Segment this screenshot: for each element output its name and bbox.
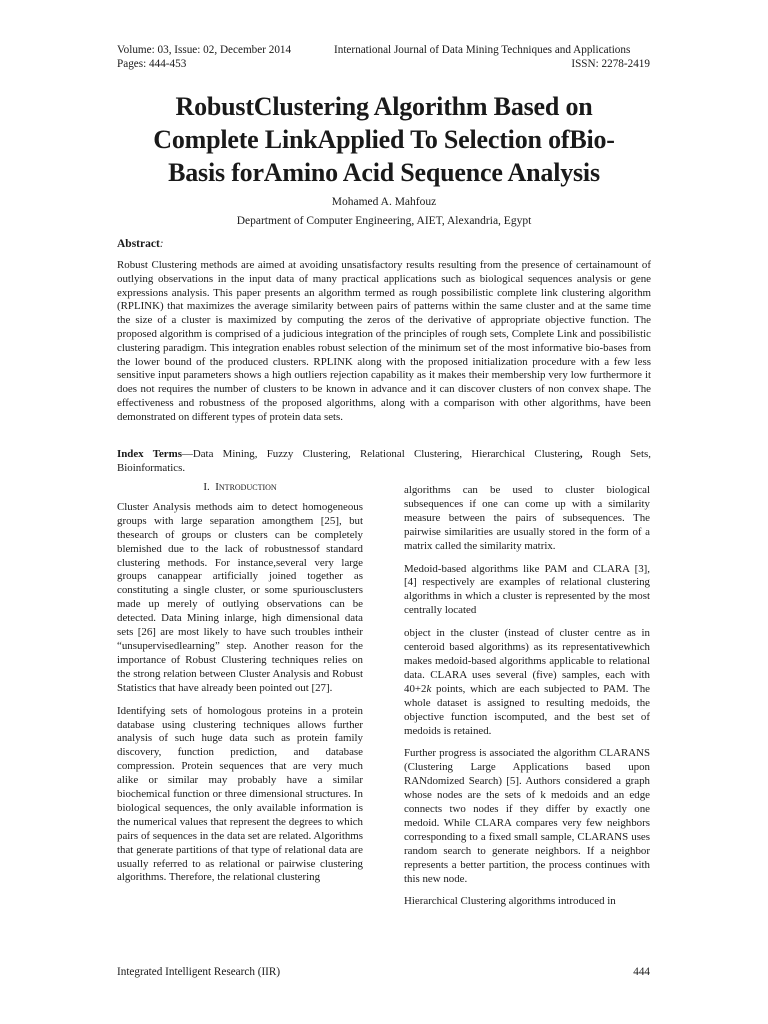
abstract-body: Robust Clustering methods are aimed at avoiding unsatisfactory results resulting from the presence of certainamount of outlying observations in the input data of many practical applications such as biological sequences analysis or gene expressions analysis. This paper presents an algorithm termed as rough possibilistic complete link clustering algorithm (RPLINK) that maximizes the average similarity between pairs of patterns within the same cluster and at the same time the size of a cluster is maximized by computing the zeros of the derivative of appropriate objective function. The proposed algorithm is comprised of a judicious integration of the principles of rough sets, Complete Link and possibilistic clustering paradigm. This integration enables robust selection of the minimum set of the most informative bio-bases from the lower bound of the produced clusters. RPLINK along with the proposed initialization procedure with a few less sensitive input parameters shows a high outliers rejection capability as it makes their membership very low furthermore it does not requires the number of clusters to be known in advance and it can discover clusters of non convex shape. The effectiveness and robustness of the proposed algorithms, along with a comparison with other algorithms, have been demonstrated on different types of protein data sets.: [117, 259, 651, 423]
running-header-right: [334, 43, 650, 71]
abstract-label: Abstract: [117, 238, 160, 250]
paper-title: [110, 90, 658, 189]
footer-publisher: Integrated Intelligent Research (IIR): [117, 966, 281, 978]
paragraph-text: points, which are each subjected to PAM. The whole dataset is assigned to resulting medoids, the objective function iscomputed, and the best set of medoids is retained.: [404, 682, 650, 737]
right-column: [404, 484, 650, 918]
paragraph: Further progress is associated the algorithm CLARANS (Clustering Large Applications based upon RANdomized Search) [5]. Authors considered a graph whose nodes are the sets of k medoids and an edge connects two nodes if they differ by exactly one medoid. While CLARA compares very few neighbors corresponding to a fixed small sample, CLARANS uses random search to generate neighbors. If a neighbor represents a better partition, the process continues with this new node.: [404, 747, 650, 885]
paragraph: Cluster Analysis methods aim to detect homogeneous groups with large separation amongthem [25], but thesearch of groups or clusters can be completely blemished due to the lack of robustnessof standard clustering methods. For instance,several very large groups canappear artificially joined together as constituting a single cluster, or some spuriousclusters made up merely of outlying observations can be detected. Data Mining inlarge, high dimensional data sets [26] are most likely to have such troubles intheir “unsupervisedlearning” step. Another reason for the importance of Robust Clustering techniques relies on the strong relation between Cluster Analysis and Robust Statistics that have already been pointed out [27].: [117, 500, 363, 694]
title-line: Complete LinkApplied To Selection ofBio-: [153, 125, 615, 154]
paragraph: algorithms can be used to cluster biological subsequences if one can come up with a similarity measure between the pairs of subsequences. The pairwise similarities are usually stored in the form of a matrix called the similarity matrix.: [404, 484, 650, 552]
volume-info: Volume: 03, Issue: 02, December 2014: [117, 44, 292, 56]
index-terms-text-b: Rough Sets, Bioinformatics.: [117, 448, 651, 474]
section-title-rest: ntroduction: [218, 481, 277, 493]
index-terms-label: Index Terms: [117, 448, 182, 460]
paragraph: Medoid-based algorithms like PAM and CLARA [3], [4] respectively are examples of relational clustering algorithms in which a cluster is represented by the most centrally located: [404, 562, 650, 617]
author-name: Mohamed A. Mahfouz: [331, 196, 437, 208]
author-affiliation: Department of Computer Engineering, AIET, Alexandria, Egypt: [236, 215, 532, 227]
abstract-colon: :: [159, 238, 164, 250]
index-terms: [117, 448, 651, 476]
abstract-heading: [117, 238, 164, 250]
section-number: I.: [203, 481, 210, 493]
index-terms-dash: —: [181, 448, 193, 460]
title-line: RobustClustering Algorithm Based on: [175, 92, 593, 121]
section-title-initial: I: [215, 481, 219, 493]
page-number: 444: [633, 966, 650, 978]
index-terms-text-a: Data Mining, Fuzzy Clustering, Relational Clustering, Hierarchical Clustering: [192, 448, 580, 460]
running-header-left: [117, 43, 291, 71]
paragraph-text: object in the cluster (instead of cluster centre as in centeroid based algorithms) as its representativewhich makes medoid-based algorithms applicable to relational data. CLARA uses several (five) samples, each with 40+2: [404, 627, 650, 695]
title-line: Basis forAmino Acid Sequence Analysis: [168, 158, 600, 187]
journal-name: International Journal of Data Mining Techniques and Applications: [334, 44, 631, 56]
index-terms-comma: ,: [579, 448, 583, 460]
issn: ISSN: 2278-2419: [571, 58, 650, 70]
paragraph: [404, 627, 650, 738]
paragraph: Hierarchical Clustering algorithms introduced in: [404, 895, 616, 908]
pages-info: Pages: 444-453: [117, 58, 187, 70]
left-column: [117, 481, 363, 894]
math-variable-k: k: [426, 682, 432, 695]
paragraph: Identifying sets of homologous proteins in a protein database using clustering techniques allows further analysis of such huge data such as protein family discovery, function prediction, and database compression. Protein sequences that are very much alike or similar may probably have a similar biochemical function or three dimensional structures. In biological sequences, the only available information is the numerical values that represent the degrees to which pairs of sequences in the data set are related. Algorithms that generate partitions of that type of relational data are usually referred to as relational or pairwise clustering algorithms. Therefore, the relational clustering: [117, 704, 363, 884]
section-heading-introduction: [117, 481, 363, 495]
